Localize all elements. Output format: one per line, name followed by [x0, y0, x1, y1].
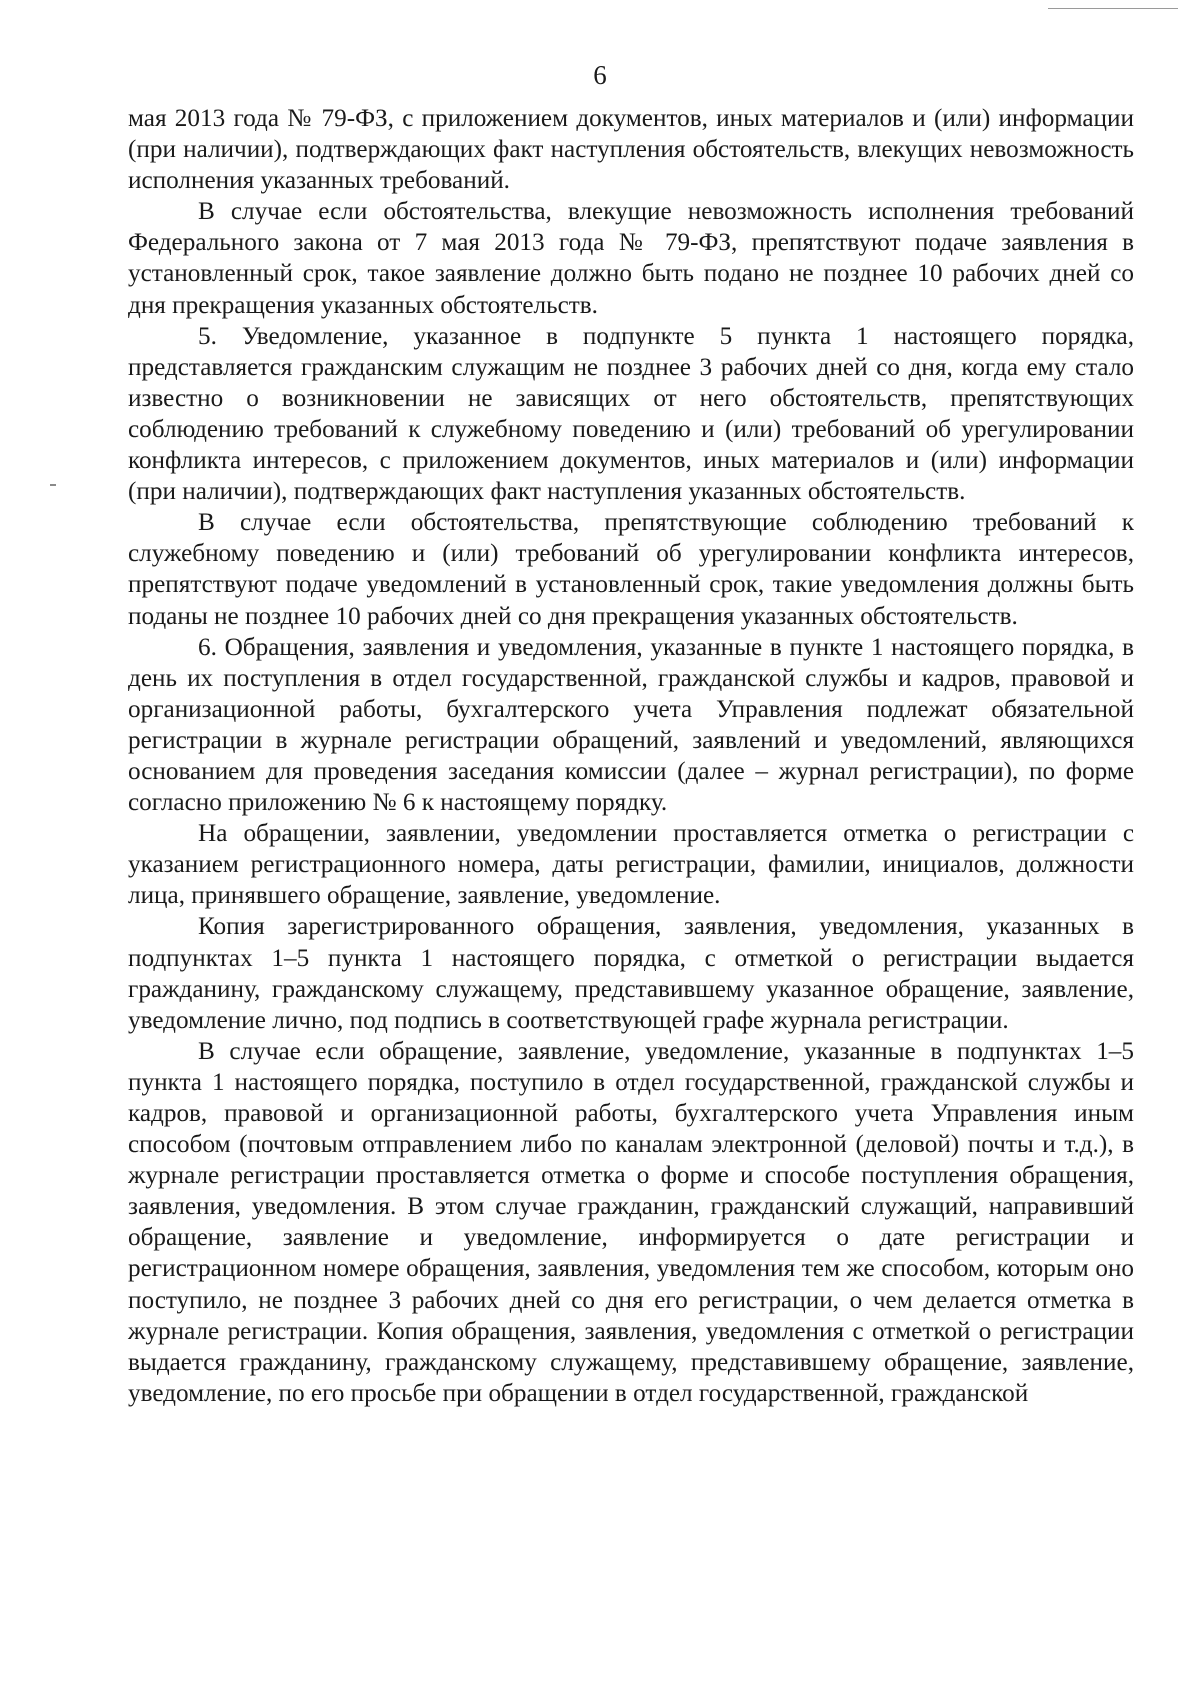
scan-artifact-line	[1048, 8, 1178, 9]
document-body	[128, 103, 1134, 1409]
page-number: 6	[593, 60, 607, 90]
paragraph-item-6: 6. Обращения, заявления и уведомления, указанные в пункте 1 настоящего порядка, в день их поступления в отдел государственной, гражданской службы и кадров, правовой и организационной работы, бухгалтерского учета Управления подлежат обязательной регистрации в журнале регистрации обращений, заявлений и уведомлений, являющихся основанием для проведения заседания комиссии (далее – журнал регистрации), по форме согласно приложению № 6 к настоящему порядку.	[128, 633, 1134, 817]
paragraph-notification-deadline: В случае если обстоятельства, препятствующие соблюдению требований к служебному поведению и (или) требований об урегулировании конфликта интересов, препятствуют подаче уведомлений в установленный срок, такие уведомления должны быть поданы не позднее 10 рабочих дней со дня прекращения указанных обстоятельств.	[128, 509, 1134, 630]
paragraph-application-deadline: В случае если обстоятельства, влекущие невозможность исполнения требований Федерального закона от 7 мая 2013 года № 79-ФЗ, препятствуют подаче заявления в установленный срок, такое заявление должно быть подано не позднее 10 рабочих дней со дня прекращения указанных обстоятельств.	[128, 198, 1134, 319]
paragraph-copy-issued: Копия зарегистрированного обращения, заявления, уведомления, указанных в подпунктах 1–5 пункта 1 настоящего порядка, с отметкой о регистрации выдается гражданину, гражданскому служащему, представившему указанное обращение, заявление, уведомление лично, под подпись в соответствующей графе журнала регистрации.	[128, 913, 1134, 1034]
paragraph-other-channels: В случае если обращение, заявление, уведомление, указанные в подпунктах 1–5 пункта 1 настоящего порядка, поступило в отдел государственной, гражданской службы и кадров, правовой и организационной работы, бухгалтерского учета Управления иным способом (почтовым отправлением либо по каналам электронной (деловой) почты и т.д.), в журнале регистрации проставляется отметка о форме и способе поступления обращения, заявления, уведомления. В этом случае гражданин, гражданский служащий, направивший обращение, заявление и уведомление, информируется о дате регистрации и регистрационном номере обращения, заявления, уведомления тем же способом, которым оно поступило, не позднее 3 рабочих дней со дня его регистрации, о чем делается отметка в журнале регистрации. Копия обращения, заявления, уведомления с отметкой о регистрации выдается гражданину, гражданскому служащему, представившему обращение, заявление, уведомление, по его просьбе при обращении в отдел государственной, гражданской	[128, 1037, 1134, 1407]
paragraph-item-5: 5. Уведомление, указанное в подпункте 5 пункта 1 настоящего порядка, представляется гражданским служащим не позднее 3 рабочих дней со дня, когда ему стало известно о возникновении не зависящих от него обстоятельств, препятствующих соблюдению требований к служебному поведению и (или) требований об урегулировании конфликта интересов, с приложением документов, иных материалов и (или) информации (при наличии), подтверждающих факт наступления указанных обстоятельств.	[128, 322, 1134, 506]
paragraph-registration-mark: На обращении, заявлении, уведомлении проставляется отметка о регистрации с указанием регистрационного номера, даты регистрации, фамилии, инициалов, должности лица, принявшего обращение, заявление, уведомление.	[128, 820, 1134, 910]
paragraph-continuation: мая 2013 года № 79-ФЗ, с приложением документов, иных материалов и (или) информации (при наличии), подтверждающих факт наступления обстоятельств, влекущих невозможность исполнения указанных требований.	[128, 105, 1134, 195]
scan-artifact-mark	[50, 484, 56, 486]
